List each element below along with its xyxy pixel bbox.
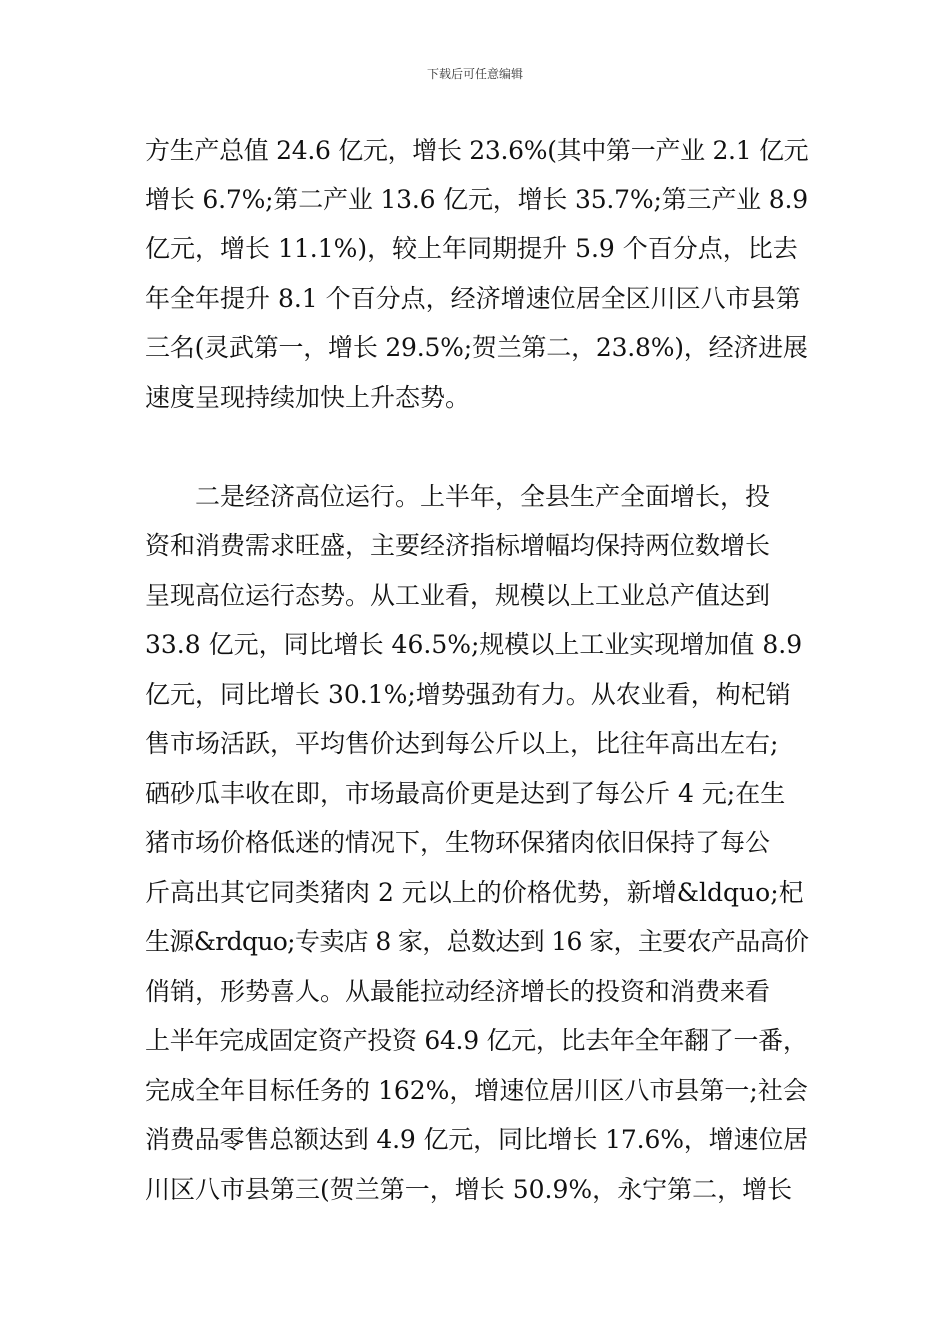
text-line: 呈现高位运行态势。从工业看，规模以上工业总产值达到 bbox=[145, 581, 771, 610]
text-line: 消费品零售总额达到 4.9 亿元，同比增长 17.6%，增速位居 bbox=[145, 1125, 809, 1154]
text-line: 亿元，增长 11.1%)，较上年同期提升 5.9 个百分点，比去 bbox=[145, 234, 798, 263]
text-line: 川区八市县第三(贺兰第一，增长 50.9%，永宁第二，增长 bbox=[145, 1175, 793, 1204]
text-line: 完成全年目标任务的 162%，增速位居川区八市县第一;社会 bbox=[145, 1076, 808, 1105]
text-line: 斤高出其它同类猪肉 2 元以上的价格优势，新增&ldquo;杞 bbox=[145, 878, 804, 907]
text-line: 猪市场价格低迷的情况下，生物环保猪肉依旧保持了每公 bbox=[145, 828, 771, 857]
text-line: 售市场活跃，平均售价达到每公斤以上，比往年高出左右; bbox=[145, 729, 779, 758]
text-line: 上半年完成固定资产投资 64.9 亿元，比去年全年翻了一番， bbox=[145, 1026, 808, 1055]
text-line: 二是经济高位运行。上半年，全县生产全面增长，投 bbox=[195, 482, 771, 511]
text-line: 生源&rdquo;专卖店 8 家，总数达到 16 家，主要农产品高价 bbox=[145, 927, 809, 956]
text-line: 方生产总值 24.6 亿元，增长 23.6%(其中第一产业 2.1 亿元 bbox=[145, 136, 809, 165]
text-line: 亿元，同比增长 30.1%;增势强劲有力。从农业看，枸杞销 bbox=[145, 680, 791, 709]
text-line: 速度呈现持续加快上升态势。 bbox=[145, 383, 471, 412]
text-line: 增长 6.7%;第二产业 13.6 亿元，增长 35.7%;第三产业 8.9 bbox=[145, 185, 808, 214]
text-line: 33.8 亿元，同比增长 46.5%;规模以上工业实现增加值 8.9 bbox=[145, 630, 803, 659]
text-line: 三名(灵武第一，增长 29.5%;贺兰第二，23.8%)，经济进展 bbox=[145, 333, 808, 362]
text-line: 俏销，形势喜人。从最能拉动经济增长的投资和消费来看 bbox=[145, 977, 771, 1006]
text-line: 年全年提升 8.1 个百分点，经济增速位居全区川区八市县第 bbox=[145, 284, 801, 313]
text-line: 资和消费需求旺盛，主要经济指标增幅均保持两位数增长 bbox=[145, 531, 771, 560]
text-line: 硒砂瓜丰收在即，市场最高价更是达到了每公斤 4 元;在生 bbox=[145, 779, 786, 808]
page-header: 下载后可任意编辑 bbox=[426, 67, 523, 81]
